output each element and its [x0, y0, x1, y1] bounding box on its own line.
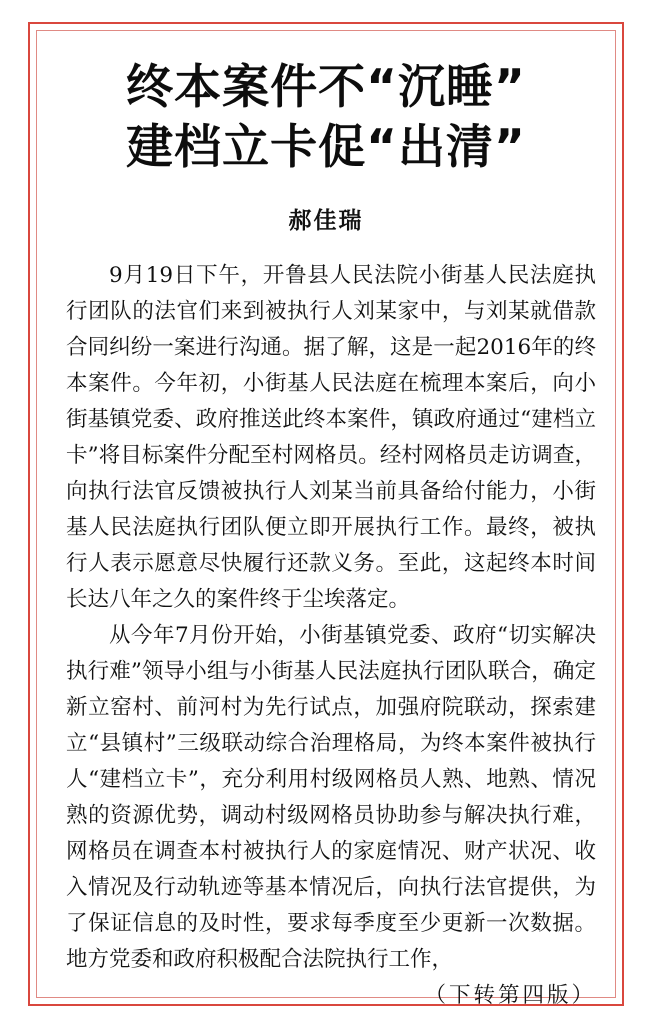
- article-body: [66, 258, 596, 1014]
- headline-line-1: 终本案件不“沉睡”: [126, 60, 526, 115]
- article-paragraph-2-text: 从今年7月份开始，小街基镇党委、政府“切实解决执行难”领导小组与小街基人民法庭执行团队联合，确定新立窑村、前河村为先行试点，加强府院联动，探索建立“县镇村”三级联动综合治理格局，为终本案件被执行人“建档立卡”，充分利用村级网格员人熟、地熟、情况熟的资源优势，调动村级网格员协助参与解决执行难，网格员在调查本村被执行人的家庭情况、财产状况、收入情况及行动轨迹等基本情况后，向执行法官提供，为了保证信息的及时性，要求每季度至少更新一次数据。地方党委和政府积极配合法院执行工作，: [66, 623, 596, 972]
- byline-author: 郝佳瑞: [288, 208, 364, 234]
- article-paragraph-1: 9月19日下午，开鲁县人民法院小街基人民法庭执行团队的法官们来到被执行人刘某家中，与刘某就借款合同纠纷一案进行沟通。据了解，这是一起2016年的终本案件。今年初，小街基人民法庭在梳理本案后，向小街基镇党委、政府推送此终本案件，镇政府通过“建档立卡”将目标案件分配至村网格员。经村网格员走访调查，向执行法官反馈被执行人刘某当前具备给付能力，小街基人民法庭执行团队便立即开展执行工作。最终，被执行人表示愿意尽快履行还款义务。至此，这起终本时间长达八年之久的案件终于尘埃落定。: [66, 263, 596, 612]
- headline-line-2: 建档立卡促“出清”: [126, 120, 526, 175]
- continued-note[interactable]: （下转第四版）: [424, 983, 596, 1008]
- article-paragraph-2: [66, 618, 596, 1008]
- headline: [36, 58, 616, 178]
